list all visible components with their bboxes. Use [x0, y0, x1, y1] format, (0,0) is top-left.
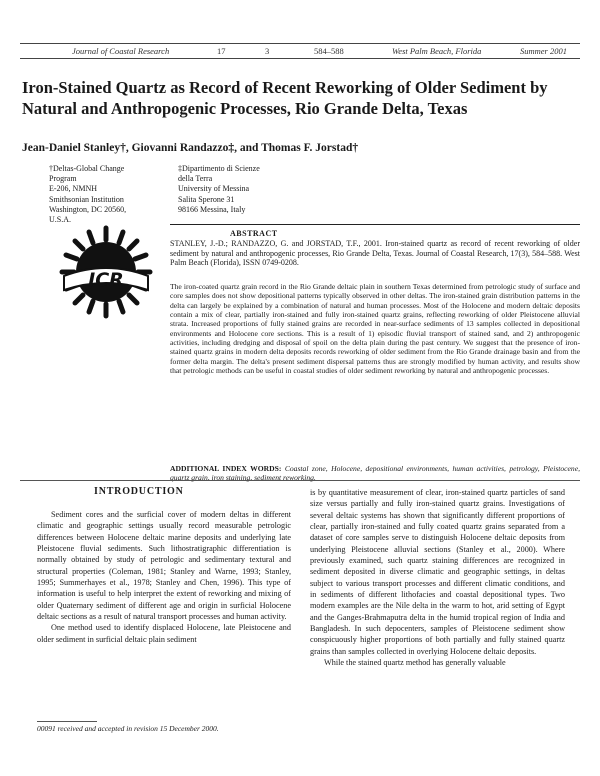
received-footnote: 00091 received and accepted in revision 15 December 2000.	[37, 724, 219, 733]
right-column	[310, 487, 565, 669]
abstract-body: The iron-coated quartz grain record in the Rio Grande deltaic plain in southern Texas determined from petrologic study of surface and core samples does not show depositional patterns typically observed in other deltas. The iron-stained grain distribution patterns in the delta can largely be explained by a combination of natural and human processes. Most of the Holocene and modern deltaic deposits contain a mix of clear, partially iron-stained and fully iron-stained quartz grains, reflecting reworking of older Pleistocene alluvial strata. Increased proportions of fully stained grains are recorded in near-surface sediments of 13 samples collected in depositional environments and Holocene core sections. This is a result of 1) episodic fluvial transport of stained sand, and 2) anthropogenic activities, including dredging and disposal of spoil on the delta plain during the past century. We suggest that the presence of iron-stained quartz grains in modern delta deposits records reworking of older sediment from the Rio Grande drainage basin and from the former delta margin. The delta's present sediment dispersal patterns thus are strongly modified by human activity, and results show that petrologic methods can be useful in coastal studies of older sediment reworking by natural and anthropogenic processes.	[170, 282, 580, 376]
paper-title: Iron-Stained Quartz as Record of Recent Reworking of Older Sediment by Natural and Anthropogenic Processes, Rio Grande Delta, Texas	[22, 78, 548, 118]
footnote-rule	[37, 721, 97, 722]
volume-number: 17	[217, 46, 226, 56]
abstract-heading: ABSTRACT	[230, 229, 278, 238]
body-paragraph: is by quantitative measurement of clear, iron-stained quartz particles of sand size versus partially and fully iron-stained quartz grains. Investigations of several deltaic systems has shown that significantly different proportions of clear, partially iron-stained and fully coated quartz grains separated from a dataset of core samples serve to distinguish Holocene deltaic deposits from underlying Pleistocene alluvial sections (Stanley et al., 2000). Where previously examined, such quartz staining differences are recognized in sediment deposited in diverse climatic and geographic settings, in deltas subject to various transport processes and different climatic conditions, and in sediments of different lithofacies and coastal depositional types. Two modern examples are the Nile delta in the warm to hot, arid setting of Egypt and the Ganges-Brahmaputra delta in the humid tropical region of India and Bangladesh. In such depocenters, samples of Pleistocene sediment show conspicuously higher proportions of both partially and fully stained quartz grains than samples collected in overlying Holocene deltaic deposits.	[310, 488, 565, 656]
body-paragraph: While the stained quartz method has generally valuable	[324, 658, 506, 668]
body-paragraph: One method used to identify displaced Holocene, late Pleistocene and older sediment in surficial deltaic plain sediment	[37, 623, 291, 644]
affiliation-messina: ‡Dipartimento di Scienze della Terra University of Messina Salita Sperone 31 98166 Messina, Italy	[178, 164, 260, 214]
body-paragraph: Sediment cores and the surficial cover of modern deltas in different climatic and geographic settings usually record measurable petrologic differences between Holocene deltaic marine deposits and underlying late Pleistocene fluvial sediments. Such lithostratigraphic differentiation is normally obtained by study of petrologic and sedimentary textural and structural properties (Coleman, 1981; Stanley and Warne, 1993; Stanley, 1995; Summerhayes et al., 1978; Stanley and Chen, 1996). This type of information is useful to help interpret the extent of reworking and mixing of older Quaternary sediment of different age and origin in surficial Holocene deltaic sections as a result of natural transport processes and human activity.	[37, 510, 291, 622]
issue-number: 3	[265, 46, 270, 56]
section-heading-introduction: INTRODUCTION	[94, 486, 184, 497]
jcr-logo-text: JCR	[88, 269, 124, 291]
issue-date: Summer 2001	[520, 46, 567, 56]
index-words-label: ADDITIONAL INDEX WORDS:	[170, 464, 282, 473]
index-words-list: Coastal zone, Holocene, depositional environments, human activities, petrology, Pleistocene, quartz grain, iron staining, sediment reworking.	[170, 464, 580, 483]
page-range: 584–588	[314, 46, 344, 56]
left-column	[37, 509, 291, 645]
jcr-logo	[58, 224, 154, 320]
citation: STANLEY, J.-D.; RANDAZZO, G. and JORSTAD, T.F., 2001. Iron-stained quartz as record of recent reworking of older sediment by natural and anthropogenic processes, Rio Grande Delta, Texas. Journal of Coastal Research, 17(3), 584–588. West Palm Beach (Florida), ISSN 0749-0208.	[170, 239, 580, 268]
affiliation-smithsonian: †Deltas-Global Change Program E-206, NMNH Smithsonian Institution Washington, DC 20560, U.S.A.	[49, 164, 127, 225]
body-divider	[20, 480, 580, 481]
author-list: Jean-Daniel Stanley†, Giovanni Randazzo‡, and Thomas F. Jorstad†	[22, 142, 359, 154]
journal-name: Journal of Coastal Research	[72, 46, 170, 56]
running-header	[20, 43, 580, 59]
publisher-city: West Palm Beach, Florida	[392, 46, 482, 56]
abstract-top-rule	[170, 224, 580, 225]
